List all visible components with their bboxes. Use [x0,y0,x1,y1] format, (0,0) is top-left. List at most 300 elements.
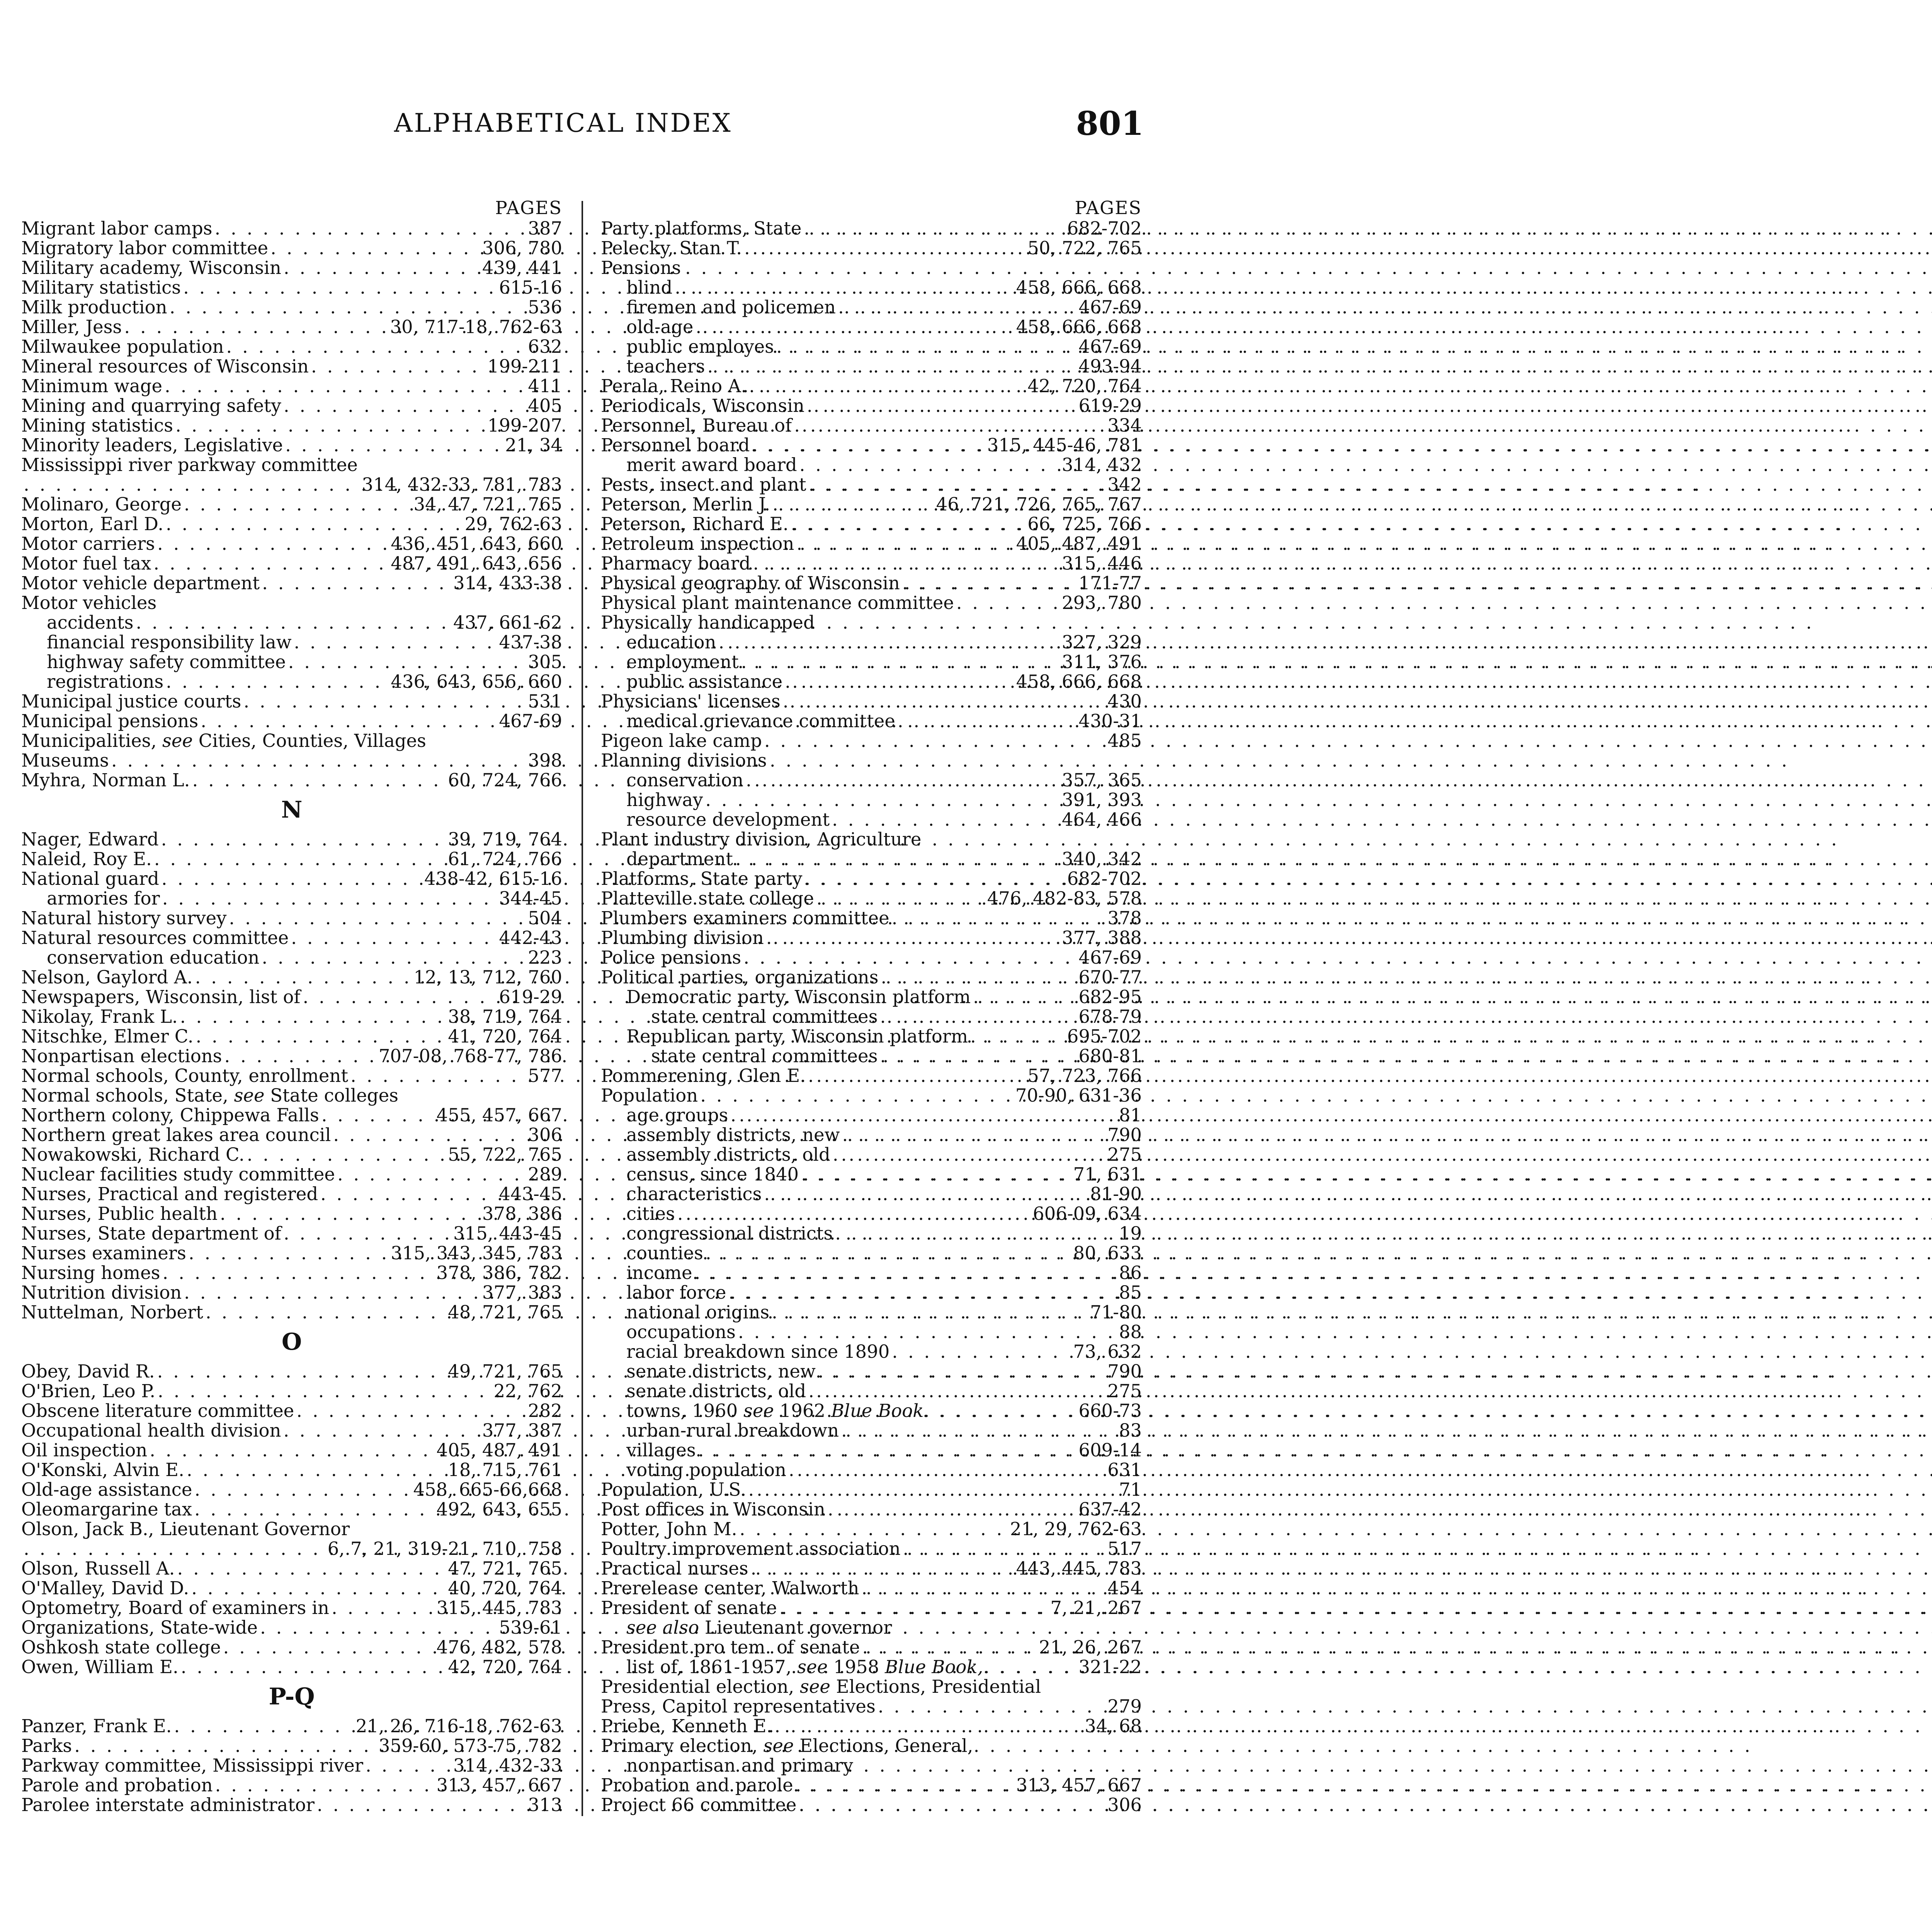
index-entry [601,968,1142,987]
dot-leader [746,1480,1119,1500]
index-entry [601,1657,1142,1677]
entry-label: Obey, David R. [21,1361,155,1382]
entry-label: Pests, insect and plant [601,474,806,495]
entry-pages: 670-77 [1078,967,1142,988]
entry-label: Miller, Jess [21,316,122,337]
index-entry [601,692,1142,711]
entry-pages: 86 [1119,1262,1142,1283]
entry-label: Military statistics [21,277,181,298]
index-entry [601,830,1142,849]
dot-leader [281,1421,482,1440]
index-entry [601,1618,1142,1638]
entry-label: Plant industry division, Agriculture [601,829,922,850]
entry-pages: 314, 433-38 [453,573,562,594]
dot-leader [335,1165,528,1184]
dot-leader [21,1539,328,1559]
index-entry [601,1716,1142,1736]
index-entry [21,731,562,751]
index-entry [21,1500,562,1519]
dot-leader [968,1027,1067,1046]
index-entry [601,317,1142,337]
section-heading-n: N [281,796,303,823]
index-entry [21,1145,562,1165]
entry-pages: 378, 386, 782 [436,1262,562,1283]
entry-pages: 493-94 [1078,356,1142,377]
entry-pages: 504 [528,908,562,929]
entry-pages: 12, 13, 712, 760 [413,967,562,988]
index-entry [601,357,1142,376]
entry-label: Newspapers, Wisconsin, list of [21,986,301,1007]
entry-label: Physical geography of Wisconsin [601,573,900,594]
index-entry [601,889,1142,908]
entry-label: Morton, Earl D. [21,514,163,534]
index-entry [601,376,1142,396]
index-entry [21,1204,562,1224]
entry-pages: 438-42, 615-16 [424,868,562,889]
dot-leader [155,534,391,554]
dot-leader [363,1756,453,1776]
entry-label: Parks [21,1735,72,1756]
index-entry [21,573,562,593]
index-entry [21,770,562,790]
see-reference: see [162,730,193,751]
entry-label: characteristics [626,1184,762,1204]
entry-pages: 21, 26, 267 [1039,1637,1142,1658]
dot-leader [762,1184,1090,1204]
entry-label: Normal schools, County, enrollment [21,1065,349,1086]
entry-pages: 22, 762 [493,1381,562,1401]
entry-pages: 458, 666, 668 [1016,671,1142,692]
dot-leader [268,238,482,258]
entry-label: registrations [47,671,164,692]
index-entry [21,1066,562,1086]
index-entry [601,554,1142,573]
dot-leader [109,751,528,770]
entry-label: Museums [21,750,109,771]
dot-leader [698,1086,1015,1105]
entry-label: resource development [626,809,830,830]
see-also-reference: see also [626,1617,699,1638]
entry-label: President of senate [601,1597,777,1618]
entry-label: highway [626,789,703,810]
entry-pages: 21, 34 [505,435,562,456]
entry-label: Nurses, State department of [21,1223,281,1244]
entry-pages: 682-702 [1067,868,1142,889]
index-entry-continuation [601,1756,1142,1776]
dot-leader [203,1303,448,1322]
entry-pages: 18, 715, 761 [448,1459,562,1480]
entry-pages: 311, 376 [1061,651,1142,672]
dot-leader [672,278,1016,298]
entry-pages: 293, 780 [1061,592,1142,613]
dot-leader [186,1243,391,1263]
index-entry [21,1125,562,1145]
index-entry [601,731,1142,751]
entry-pages: 40, 720, 764 [448,1578,562,1599]
index-entry [21,396,562,416]
entry-pages: 437, 661-62 [453,612,562,633]
index-entry [601,1086,1142,1105]
entry-pages: 577 [528,1065,562,1086]
entry-label: National guard [21,868,159,889]
dot-leader [696,1440,1079,1460]
dot-leader [155,1362,448,1381]
entry-label: Motor fuel tax [21,553,151,574]
dot-leader [331,1125,528,1145]
dot-leader [198,711,499,731]
index-entry [21,1027,562,1046]
entry-label: Republican party, Wisconsin platform [626,1026,968,1047]
dot-leader [830,1145,1107,1165]
dot-leader [797,455,1062,475]
dot-leader [181,278,499,298]
entry-pages: 71, 631 [1073,1164,1142,1185]
entry-pages: 49, 721, 765 [448,1361,562,1382]
index-entry [601,672,1142,692]
dot-leader [329,1598,437,1618]
entry-label: Police pensions [601,947,742,968]
dot-leader [178,1007,448,1027]
index-entry [21,1184,562,1204]
pages-column-header: PAGES [495,197,562,218]
entry-pages: 289 [528,1164,562,1185]
entry-label: Naleid, Roy E. [21,849,152,869]
index-entry [601,849,1142,869]
entry-label: income [626,1262,692,1283]
entry-label: Mining and quarrying safety [21,395,281,416]
entry-pages: 344-45 [499,888,562,909]
entry-label: assembly districts, old [626,1144,830,1165]
index-entry [21,633,562,652]
entry-label: Physical plant maintenance committee [601,592,954,613]
entry-label: Prerelease center, Walworth [601,1578,859,1599]
entry-label: Nursing homes [21,1262,160,1283]
entry-label: Probation and parole [601,1775,793,1796]
dot-leader [160,1263,437,1283]
dot-leader [878,1007,1078,1027]
entry-label: Perala, Reino A. [601,376,747,396]
dot-leader [728,1105,1119,1125]
entry-pages: 21, 26, 716-18, 762-63 [355,1716,562,1736]
dot-leader [159,869,424,889]
entry-label: Milk production [21,297,167,318]
index-entry [601,1578,1142,1598]
dot-leader [173,416,488,435]
dot-leader [830,810,1062,830]
entry-pages: 707-08, 768-77, 786 [378,1046,562,1066]
entry-pages: 50, 722, 765 [1027,238,1142,259]
index-entry [601,1184,1142,1204]
entry-pages: 454 [1107,1578,1142,1599]
entry-pages: 485 [1107,730,1142,751]
entry-pages: 80, 633 [1073,1243,1142,1264]
entry-label: Motor vehicles [21,592,157,613]
dot-leader [801,219,1067,238]
index-entry [21,416,562,435]
entry-label: age groups [626,1105,728,1126]
entry-label: public assistance [626,671,783,692]
index-entry [21,672,562,692]
dot-leader [954,593,1062,613]
entry-label: armories for [47,888,160,909]
entry-pages: 437-38 [499,632,562,653]
entry-pages: 6, 7, 21, 319-21, 710, 758 [327,1538,562,1559]
dot-leader [151,554,391,573]
entry-label: Personnel board [601,435,750,456]
entry-label: labor force [626,1282,726,1303]
index-entry [601,1697,1142,1716]
entry-label: Municipal pensions [21,711,199,731]
entry-label: conservation [626,770,744,791]
index-entry [21,258,562,278]
index-entry [601,435,1142,455]
dot-leader [162,376,528,396]
index-entry [21,1598,562,1618]
entry-pages: 81-90 [1090,1184,1142,1204]
index-entry [21,1263,562,1283]
index-entry [601,1638,1142,1657]
entry-label: Municipal justice courts [21,691,242,712]
entry-label: merit award board [626,454,797,475]
entry-label: Motor vehicle department [21,573,260,594]
dot-leader [839,1421,1119,1440]
index-entry [601,633,1142,652]
entry-label: senate districts, old [626,1381,806,1401]
entry-pages: 467-69 [499,711,562,731]
index-entry [21,1657,562,1677]
index-entry [21,1618,562,1638]
index-entry [601,1500,1142,1519]
index-entry [601,1460,1142,1480]
entry-label: O'Konski, Alvin E. [21,1459,184,1480]
left-column [21,197,562,1815]
reference-target: Lieutenant governor [704,1617,892,1638]
dot-leader [889,1342,1073,1362]
index-entry [21,1105,562,1125]
dot-leader [172,1716,355,1736]
section-heading-o: O [281,1328,302,1355]
entry-label: Molinaro, George [21,494,182,515]
index-entry [21,1578,562,1598]
entry-pages: 458, 666, 668 [1016,316,1142,337]
entry-pages: 315, 445-46, 781 [987,435,1142,456]
index-entry [21,1440,562,1460]
dot-leader [816,1362,1107,1381]
dot-leader [743,770,1062,790]
entry-pages: 315, 343, 345, 783 [391,1243,562,1264]
dot-leader [122,317,390,337]
dot-leader [693,317,1016,337]
entry-pages: 30, 717-18, 762-63 [390,316,562,337]
dot-leader [319,1105,437,1125]
see-reference: see [799,1676,830,1697]
index-entry [601,475,1142,495]
index-entry [601,711,1142,731]
entry-label: financial responsibility law [47,632,292,653]
index-entry [21,534,562,554]
index-entry [601,1401,1142,1421]
index-entry [21,1480,562,1500]
entry-pages: 405, 487, 491 [436,1440,562,1461]
index-entry [601,908,1142,928]
see-reference: see [797,1656,828,1677]
index-entry [601,1480,1142,1500]
index-entry [21,711,562,731]
entry-pages: 391, 393 [1061,789,1142,810]
dot-leader [878,1046,1078,1066]
entry-pages: 458, 666, 668 [1016,277,1142,298]
dot-leader [769,1303,1090,1322]
entry-pages: 631 [1107,1459,1142,1480]
dot-leader [222,1046,379,1066]
dot-leader [281,1224,453,1243]
entry-label: Democratic party, Wisconsin platform [626,986,971,1007]
entry-label: Peterson, Richard E. [601,514,789,534]
index-entry [601,1795,1142,1815]
see-reference: see [234,1085,265,1106]
entry-label: Nowakowski, Richard C. [21,1144,245,1165]
entry-label: Natural resources committee [21,927,289,948]
index-entry [21,495,562,514]
book-title: Blue Book [831,1400,924,1421]
entry-pages: 83 [1119,1420,1142,1441]
index-entry [601,613,1142,633]
entry-pages: 275 [1107,1144,1142,1165]
entry-label: Parolee interstate administrator [21,1794,315,1815]
entry-pages: 315, 445, 783 [436,1597,562,1618]
entry-label: Personnel, Bureau of [601,415,792,436]
entry-pages: 430-31 [1078,711,1142,731]
dot-leader [167,298,528,317]
entry-label: assembly districts, new [626,1124,840,1145]
index-entry [21,1776,562,1795]
entry-label: national origins [626,1302,770,1323]
index-entry [21,908,562,928]
entry-pages: 539-61 [499,1617,562,1638]
entry-pages: 42, 720, 764 [448,1656,562,1677]
entry-pages: 279 [1107,1696,1142,1717]
entry-label: Plumbers examiners committee [601,908,889,929]
index-entry [601,652,1142,672]
entry-pages: 199-207 [487,415,562,436]
index-entry [601,948,1142,968]
dot-leader [799,1165,1073,1184]
entry-pages: 467-69 [1078,336,1142,357]
index-entry [21,1165,562,1184]
entry-label: Population, U.S. [601,1479,746,1500]
entry-pages: 680-81 [1078,1046,1142,1066]
entry-pages: 19 [1119,1223,1142,1244]
entry-pages: 377, 387 [482,1420,562,1441]
entry-label: Physically handicapped [601,612,815,633]
entry-pages: 619-29 [499,986,562,1007]
reference-target: Elections, General, [799,1735,973,1756]
dot-leader [147,1440,436,1460]
entry-label: Nuclear facilities study committee [21,1164,335,1185]
index-entry [21,357,562,376]
dot-leader [213,1776,437,1795]
index-entry [601,1362,1142,1381]
index-entry [601,1421,1142,1440]
dot-leader [189,1578,448,1598]
dot-leader [901,1539,1108,1559]
dot-leader [21,475,362,495]
entry-pages: 55, 722, 765 [448,1144,562,1165]
index-entry [21,928,562,948]
dot-leader [792,416,1107,435]
entry-pages: 29, 762-63 [464,514,562,534]
entry-pages: 467-69 [1078,947,1142,968]
entry-pages: 790 [1107,1124,1142,1145]
dot-leader [751,554,1062,573]
entry-pages: 321-22 [1078,1656,1142,1677]
entry-pages: 70-90, 631-36 [1015,1085,1142,1106]
dot-leader [793,1776,1016,1795]
entry-pages: 38, 719, 764 [448,1006,562,1027]
entry-label: highway safety committee [47,651,286,672]
dot-leader [716,633,1062,652]
entry-label: accidents [47,612,134,633]
entry-label: Nurses examiners [21,1243,186,1264]
entry-pages: 695-702 [1067,1026,1142,1047]
entry-pages: 637-42 [1078,1499,1142,1520]
entry-pages: 464, 466 [1061,809,1142,830]
index-entry [21,830,562,849]
index-entry [601,1303,1142,1322]
entry-pages: 606-09, 634 [1033,1203,1142,1224]
dot-leader [192,1500,437,1519]
entry-pages: 517 [1107,1538,1142,1559]
index-entry [21,692,562,711]
index-entry [601,928,1142,948]
dot-leader [737,1519,1010,1539]
entry-pages: 378 [1107,908,1142,929]
entry-label: Mineral resources of Wisconsin [21,356,309,377]
reference-target: Elections, Presidential [836,1676,1041,1697]
index-entry [21,751,562,770]
dot-leader [226,908,528,928]
see-reference: see [763,1735,794,1756]
dot-leader [212,219,528,238]
dot-leader [806,1381,1107,1401]
index-entry [601,1066,1142,1086]
entry-label: Olson, Jack B., Lieutenant Governor [21,1519,350,1539]
entry-pages: 377, 383 [482,1282,562,1303]
index-entry [601,1677,1142,1697]
dot-leader [748,1559,1016,1578]
dot-leader [152,849,448,869]
index-entry [601,337,1142,357]
entry-pages: 443, 445, 783 [1016,1558,1142,1579]
index-entry [601,258,1142,278]
index-entry [601,1224,1142,1243]
entry-label: President pro tem. of senate [601,1637,860,1658]
index-entry [21,1460,562,1480]
index-entry [601,455,1142,475]
index-entry [601,810,1142,830]
entry-label: Northern great lakes area council [21,1124,331,1145]
dot-leader [741,948,1078,968]
index-entry [21,1362,562,1381]
index-entry [601,1342,1142,1362]
index-entry [601,514,1142,534]
index-entry [21,869,562,889]
entry-label: Primary election, [601,1735,758,1756]
index-entry [601,238,1142,258]
entry-label: Pensions [601,257,681,278]
entry-label: teachers [626,356,705,377]
entry-label: Nager, Edward [21,829,159,850]
